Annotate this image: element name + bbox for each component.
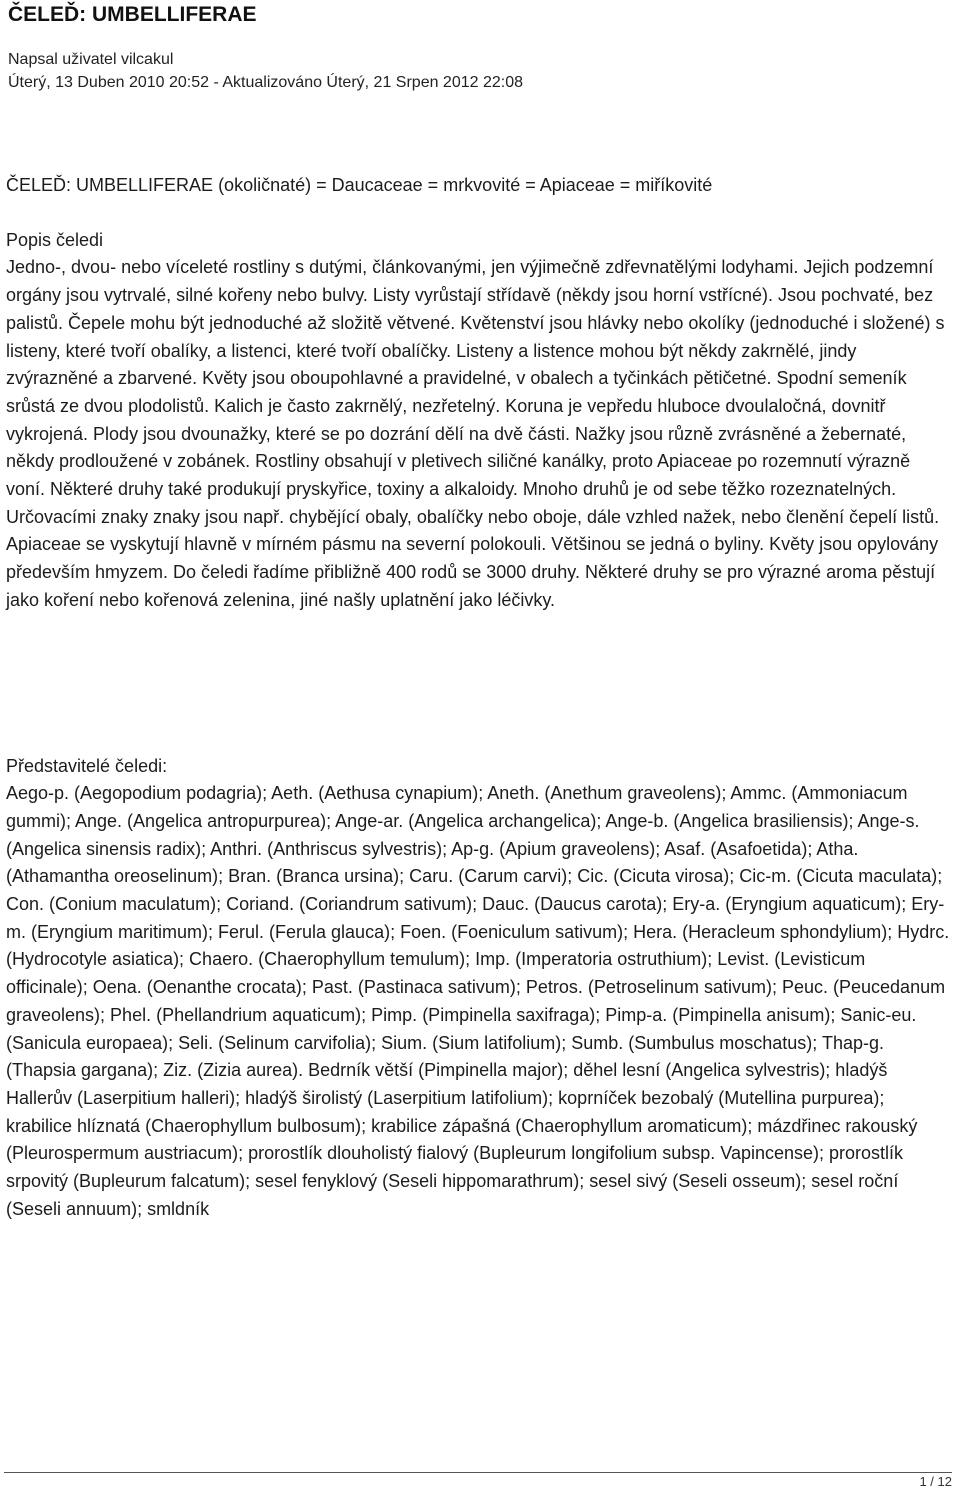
- page-number: 1 / 12: [919, 1474, 952, 1489]
- page-title: ČELEĎ: UMBELLIFERAE: [8, 3, 257, 26]
- author-line: Napsal uživatel vilcakul: [8, 51, 174, 68]
- article-meta: [8, 48, 948, 94]
- article-body: [6, 172, 950, 1224]
- document-header: [8, 0, 948, 94]
- description-title: Popis čeledi: [6, 229, 104, 250]
- footer-divider: [4, 1472, 952, 1473]
- representatives-paragraph: Aego-p. (Aegopodium podagria); Aeth. (Aethusa cynapium); Aneth. (Anethum graveolens); Ammc. (Ammoniacum gummi); Ange. (Angelica antropurpurea); Ange-ar. (Angelica archangelica); Ange-b. (Angelica brasiliensis); Ange-s. (Angelica sinensis radix); Anthri. (Anthriscus sylvestris); Ap-g. (Apium graveolens); Asaf. (Asafoetida); Atha. (Athamantha oreoselinum); Bran. (Branca ursina); Caru. (Carum carvi); Cic. (Cicuta virosa); Cic-m. (Cicuta maculata); Con. (Conium maculatum); Coriand. (Coriandrum sativum); Dauc. (Daucus carota); Ery-a. (Eryngium aquaticum); Ery-m. (Eryngium maritimum); Ferul. (Ferula glauca); Foen. (Foeniculum sativum); Hera. (Heracleum sphondylium); Hydrc. (Hydrocotyle asiatica); Chaero. (Chaerophyllum temulum); Imp. (Imperatoria ostruthium); Levist. (Levisticum officinale); Oena. (Oenanthe crocata); Past. (Pastinaca sativum); Petros. (Petroselinum sativum); Peuc. (Peucedanum graveolens); Phel. (Phellandrium aquaticum); Pimp. (Pimpinella saxifraga); Pimp-a. (Pimpinella anisum); Sanic-eu. (Sanicula europaea); Seli. (Selinum carvifolia); Sium. (Sium latifolium); Sumb. (Sumbulus moschatus); Thap-g. (Thapsia gargana); Ziz. (Zizia aurea). Bedrník větší (Pimpinella major); děhel lesní (Angelica sylvestris); hladýš Hallerův (Laserpitium halleri); hladýš širolistý (Laserpitium latifolium); koprníček bezobalý (Mutellina purpurea); krabilice hlíznatá (Chaerophyllum bulbosum); krabilice zápašná (Chaerophyllum aromaticum); mázdřinec rakouský (Pleurospermum austriacum); prorostlík dlouholistý fialový (Bupleurum longifolium subsp. Vapincense); prorostlík srpovitý (Bupleurum falcatum); sesel fenyklový (Seseli hippomarathrum); sesel sivý (Seseli osseum); sesel roční (Seseli annuum); smldník: [6, 783, 950, 1219]
- spacer: [6, 200, 950, 227]
- representatives-title: Představitelé čeledi:: [6, 755, 168, 776]
- description-paragraph: Jedno-, dvou- nebo víceleté rostliny s dutými, článkovanými, jen výjimečně zdřevnatělými lodyhami. Jejich podzemní orgány jsou vytrvalé, silné kořeny nebo bulvy. Listy vyrůstají střídavě (někdy jsou horní vstřícné). Jsou pochvaté, bez palistů. Čepele mohu být jednoduché až složitě větvené. Květenství jsou hlávky nebo okolíky (jednoduché i složené) s listeny, které tvoří obalíky, a listenci, které tvoří obalíčky. Listeny a listence mohou být někdy zakrnělé, jindy zvýrazněné a zbarvené. Květy jsou oboupohlavné a pravidelné, v obalech a tyčinkách pětičetné. Spodní semeník srůstá ze dvou plodolistů. Kalich je často zakrnělý, nezřetelný. Koruna je vepředu hluboce dvoulaločná, dovnitř vykrojená. Plody jsou dvounažky, které se po dozrání dělí na dvě části. Nažky jsou různě zvrásněné a žebernaté, někdy prodloužené v zobánek. Rostliny obsahují v pletivech siličné kanálky, proto Apiaceae po rozemnutí výrazně voní. Některé druhy také produkují pryskyřice, toxiny a alkaloidy. Mnoho druhů je od sebe těžko rozeznatelných. Určovacími znaky znaky jsou např. chybějící obaly, obalíčky nebo oboje, dále vzhled nažek, nebo členění čepelí listů. Apiaceae se vyskytují hlavně v mírném pásmu na severní polokouli. Většinou se jedná o byliny. Květy jsou opylovány především hmyzem. Do čeledi řadíme přibližně 400 rodů se 3000 druhy. Některé druhy se pro výrazné aroma pěstují jako koření nebo kořenová zelenina, jiné našly uplatnění jako léčivky.: [6, 257, 945, 610]
- date-line: Úterý, 13 Duben 2010 20:52 - Aktualizováno Úterý, 21 Srpen 2012 22:08: [8, 74, 524, 91]
- article-heading: ČELEĎ: UMBELLIFERAE (okoličnaté) = Daucaceae = mrkvovité = Apiaceae = miříkovité: [6, 175, 713, 195]
- spacer: [6, 615, 950, 753]
